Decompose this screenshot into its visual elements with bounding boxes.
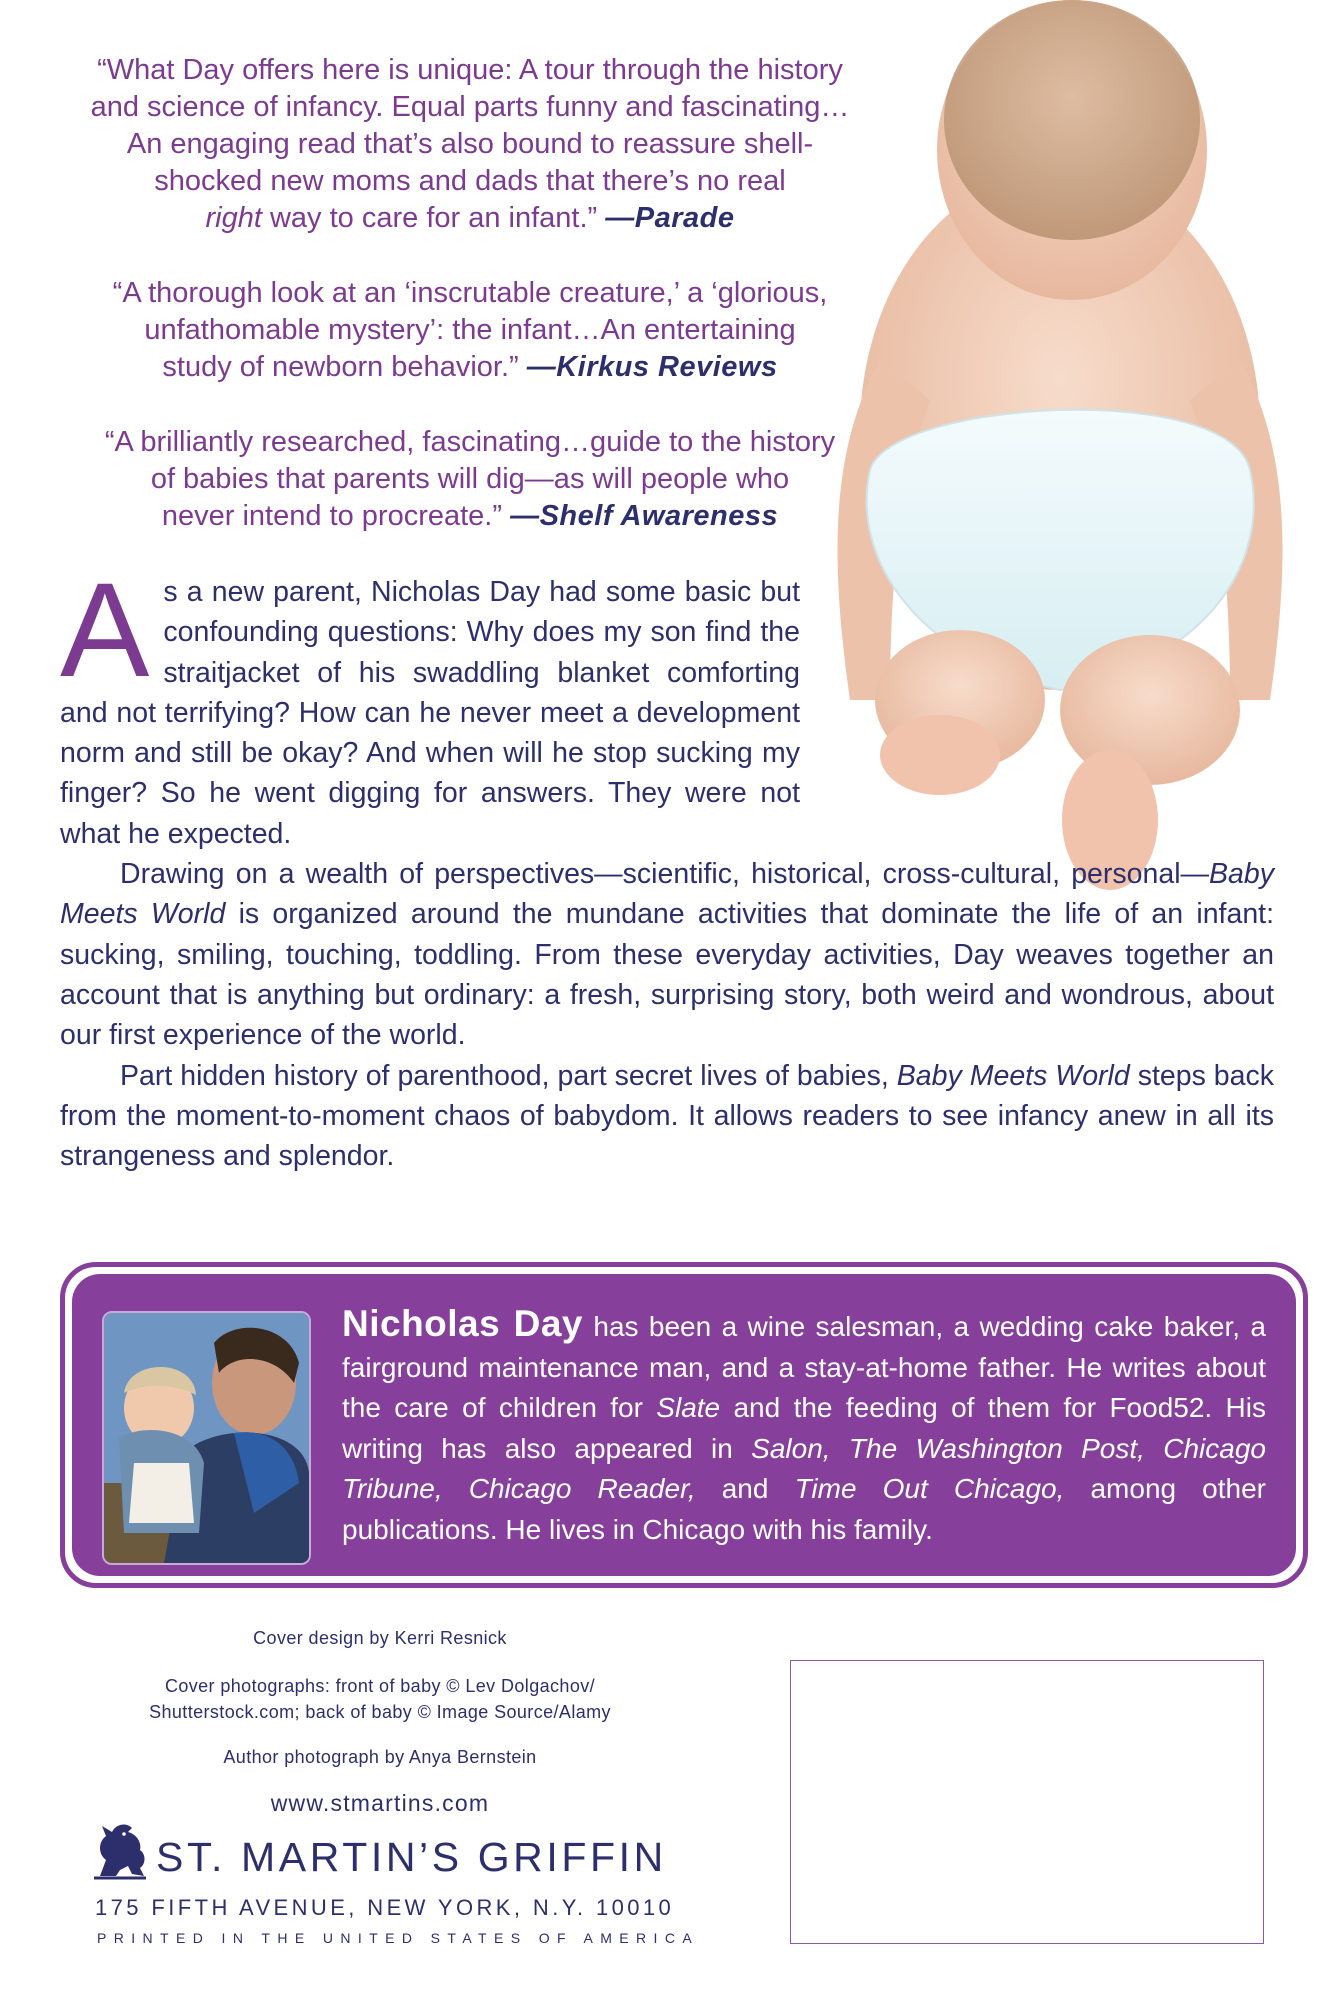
bio-text-segment: has been a wine salesman, a wedding cake baker, a fairground maintenance man, and a stay-at-home father. He writes about the care of children for	[342, 1311, 1266, 1423]
author-photo-credit: Author photograph by Anya Bernstein	[223, 1747, 537, 1767]
publisher-address: 175 FIFTH AVENUE, NEW YORK, N.Y. 10010	[95, 1895, 675, 1920]
blurb-last-line	[40, 349, 900, 386]
blurb-line: unfathomable mystery’: the infant…An entertaining	[144, 314, 796, 346]
bio-publication: Slate	[656, 1392, 721, 1423]
blurb-line: shocked new moms and dads that there’s no real	[154, 165, 786, 197]
paragraph-text: is organized around the mundane activities that dominate the life of an infant: sucking, smiling, touching, toddling. From these everyday activities, Day weaves together an account that is anything but ordinary: a fresh, surprising story, both weird and wondrous, about our first experience of the world.	[60, 898, 1274, 1052]
blurb-line: “A brilliantly researched, fascinating…guide to the history	[104, 426, 836, 458]
author-photo	[102, 1311, 311, 1565]
blurb-last-line	[40, 498, 900, 535]
cover-design-credit: Cover design by Kerri Resnick	[253, 1628, 507, 1648]
blurb-kirkus	[40, 275, 900, 386]
bio-text-segment: and the feeding of them for Food52. His writing has also appeared in	[342, 1392, 1266, 1464]
publisher-name: ST. MARTIN’S GRIFFIN	[156, 1834, 667, 1880]
author-photo-image	[104, 1313, 309, 1563]
credit-line: Shutterstock.com; back of baby © Image Source/Alamy	[149, 1702, 611, 1722]
book-title: Baby Meets World	[896, 1059, 1130, 1092]
paragraph-text: s a new parent, Nicholas Day had some basic but confounding questions: Why does my son find the straitjacket of his swaddling blanket comforting and not terrifying? How can he never meet a development norm and still be okay? And when will he stop sucking my finger? So he went digging for answers. They were not what he expected.	[60, 576, 800, 850]
bio-text-segment: among other publications. He lives in Chicago with his family.	[342, 1473, 1266, 1545]
cover-photo-credit	[60, 1673, 700, 1725]
blurb-line-rest: way to care for an infant.”	[261, 202, 606, 234]
blurb-attribution: —Parade	[605, 202, 735, 234]
griffin-logo-icon	[92, 1820, 148, 1880]
blurb-attribution: —Shelf Awareness	[510, 500, 779, 532]
blurb-line: and science of infancy. Equal parts funny and fascinating…	[90, 91, 850, 123]
author-name: Nicholas Day	[342, 1303, 583, 1344]
blurb-last-line	[40, 200, 900, 237]
author-bio-text	[342, 1304, 1266, 1550]
author-bio-box	[60, 1262, 1308, 1588]
blurb-line-rest: never intend to procreate.”	[161, 500, 511, 532]
blurb-line-rest: study of newborn behavior.”	[162, 351, 527, 383]
paragraph-text: Part hidden history of parenthood, part secret lives of babies,	[120, 1059, 897, 1092]
blurb-italic-word: right	[205, 202, 262, 234]
bio-publication: Salon, The Washington Post, Chicago Tribune, Chicago Reader,	[342, 1432, 1266, 1504]
description-paragraph-2	[60, 854, 1274, 1055]
description-paragraph-1	[60, 556, 800, 854]
credits	[60, 1628, 700, 1768]
printed-in-notice: PRINTED IN THE UNITED STATES OF AMERICA	[97, 1930, 700, 1946]
blurb-parade	[40, 52, 900, 237]
blurbs	[40, 52, 900, 573]
blurb-line: “What Day offers here is unique: A tour through the history	[97, 54, 843, 86]
book-description	[60, 556, 1274, 1176]
barcode-area	[790, 1660, 1264, 1944]
paragraph-text: steps back from the moment-to-moment chaos of babydom. It allows readers to see infancy anew in all its strangeness and splendor.	[60, 1059, 1274, 1173]
blurb-attribution: —Kirkus Reviews	[526, 351, 778, 383]
blurb-line: “A thorough look at an ‘inscrutable creature,’ a ‘glorious,	[112, 277, 828, 309]
paragraph-text: Drawing on a wealth of perspectives—scientific, historical, cross-cultural, personal—	[120, 858, 1210, 891]
bio-publication: Time Out Chicago,	[794, 1473, 1065, 1504]
description-paragraph-3	[60, 1056, 1274, 1177]
bio-text-segment: and	[695, 1473, 795, 1504]
publisher-website: www.stmartins.com	[270, 1790, 490, 1816]
blurb-line: An engaging read that’s also bound to reassure shell-	[126, 128, 814, 160]
book-title: Baby Meets World	[60, 858, 1274, 931]
blurb-shelf-awareness	[40, 424, 900, 535]
blurb-line: of babies that parents will dig—as will people who	[150, 463, 790, 495]
drop-cap: A	[60, 556, 150, 705]
credit-line: Cover photographs: front of baby © Lev Dolgachov/	[164, 1676, 596, 1696]
author-bio-panel	[72, 1274, 1296, 1576]
